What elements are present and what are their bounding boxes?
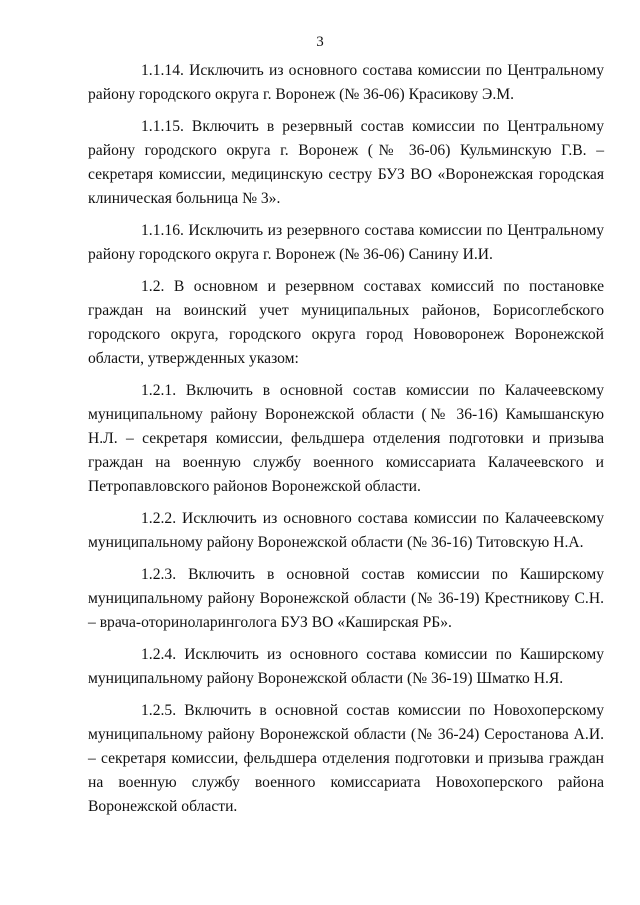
paragraph-1-2: 1.2. В основном и резервном составах комиссий по постановке граждан на воинский учет муниципальных районов, Борисоглебского городского округа, городского округа город Нововоронеж Воронежской области, утвержденных указом: — [88, 278, 604, 367]
paragraph-1-2-5: 1.2.5. Включить в основной состав комиссии по Новохоперскому муниципальному району Воронежской области (№ 36-24) Серостанова А.И. – секретаря комиссии, фельдшера отделения подготовки и призыва граждан на военную службу военного комиссариата Новохоперского района Воронежской области. — [88, 702, 604, 815]
paragraph-1-2-4: 1.2.4. Исключить из основного состава комиссии по Каширскому муниципальному району Воронежской области (№ 36-19) Шматко Н.Я. — [88, 646, 604, 687]
paragraph-1-1-16: 1.1.16. Исключить из резервного состава комиссии по Центральному району городского округа г. Воронеж (№ 36-06) Санину И.И. — [88, 222, 604, 263]
document-body — [88, 59, 604, 827]
paragraph-1-1-15: 1.1.15. Включить в резервный состав комиссии по Центральному району городского округа г. Воронеж (№ 36-06) Кульминскую Г.В. – секретаря комиссии, медицинскую сестру БУЗ ВО «Воронежская городская клиническая больница № 3». — [88, 118, 604, 207]
paragraph-1-1-14: 1.1.14. Исключить из основного состава комиссии по Центральному району городского округа г. Воронеж (№ 36-06) Красикову Э.М. — [88, 62, 604, 103]
page-number: 3 — [316, 34, 324, 50]
paragraph-1-2-2: 1.2.2. Исключить из основного состава комиссии по Калачеевскому муниципальному району Воронежской области (№ 36-16) Титовскую Н.А. — [88, 510, 604, 551]
paragraph-1-2-1: 1.2.1. Включить в основной состав комиссии по Калачеевскому муниципальному району Воронежской области (№ 36-16) Камышанскую Н.Л. – секретаря комиссии, фельдшера отделения подготовки и призыва граждан на военную службу военного комиссариата Калачеевского и Петропавловского районов Воронежской области. — [88, 382, 604, 495]
paragraph-1-2-3: 1.2.3. Включить в основной состав комиссии по Каширскому муниципальному району Воронежской области (№ 36-19) Крестникову С.Н. – врача-оториноларинголога БУЗ ВО «Каширская РБ». — [88, 566, 604, 631]
